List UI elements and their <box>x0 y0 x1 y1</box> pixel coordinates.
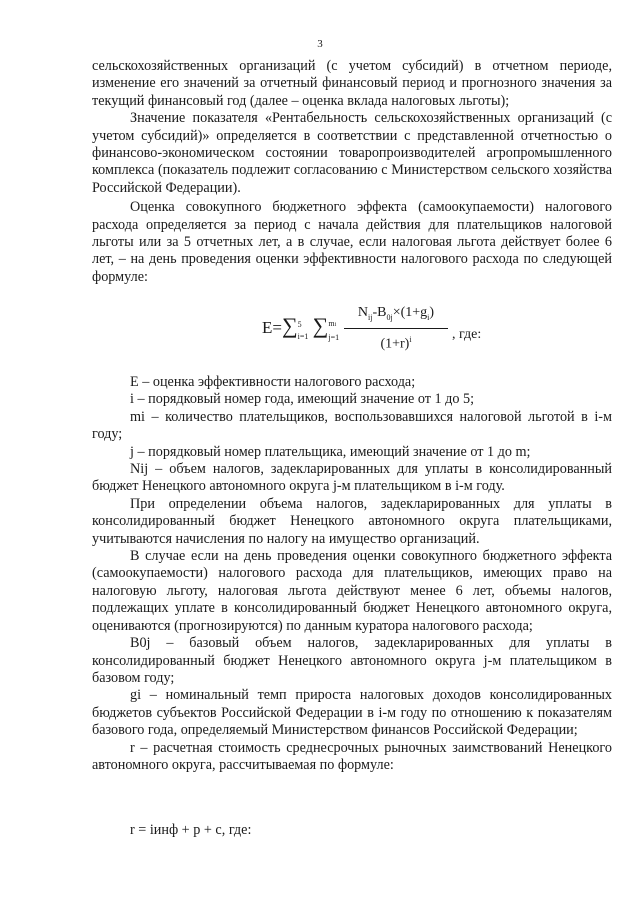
formula-r-text: r = iинф + p + c, где: <box>130 822 252 838</box>
formula-lhs: E=∑5 i=1 ∑mi j=1 <box>262 312 340 342</box>
efficiency-formula <box>0 304 640 350</box>
paragraph: r – расчетная стоимость среднесрочных рыночных заимствований Ненецкого автономного округа, рассчитываемая по формуле: <box>92 739 612 773</box>
paragraph: Оценка совокупного бюджетного эффекта (самоокупаемости) налогового расхода определяется за период с начала действия для плательщиков налоговой льготы или за 5 отчетных лет, а в случае, если налоговая льгота действует более 6 лет, – на день проведения оценки эффективности налогового расхода по следующей формуле: <box>92 199 612 285</box>
page-number: 3 <box>317 38 323 50</box>
formula-denominator: $(1+r)^i$ <box>380 335 412 352</box>
text-block-top <box>92 58 612 286</box>
sum-symbol: ∑ <box>281 312 298 338</box>
paragraph: mi – количество плательщиков, воспользовавшихся налоговой льготой в i-м году; <box>92 408 612 443</box>
text-block-bottom <box>92 374 612 774</box>
paragraph: gi – номинальный темп прироста налоговых доходов консолидированных бюджетов субъектов Российской Федерации в i-м году по отношению к показателям базового года, определяемый Министерством финансов Российской Федерации; <box>92 687 612 739</box>
paragraph: В случае если на день проведения оценки совокупного бюджетного эффекта (самоокупаемости) налогового расхода для плательщиков, имеющих право на налоговую льготу, налоговая льгота действуют менее 6 лет, объемы налогов, подлежащих уплате в консолидированный бюджет Ненецкого автономного округа, оцениваются (прогнозируются) по данным куратора налогового расхода; <box>92 548 612 634</box>
paragraph: i – порядковый номер года, имеющий значение от 1 до 5; <box>130 391 475 408</box>
formula-r <box>92 822 612 839</box>
paragraph: E – оценка эффективности налогового расхода; <box>130 374 416 390</box>
paragraph: Значение показателя «Рентабельность сельскохозяйственных организаций (с учетом субсидий)» определяется в соответствии с представленной отчетностью о финансово-экономическом состоянии товаропроизводителей агропромышленного комплекса (показатель подлежит согласованию с Министерством сельского хозяйства Российской Федерации). <box>92 110 612 196</box>
formula-numerator: $N_{ij}-B_{0j}\times(1+g_i)$ <box>344 304 448 329</box>
paragraph: При определении объема налогов, задекларированных для уплаты в консолидированный бюджет Ненецкого автономного округа плательщиками, учитываются начисления по налогу на имущество организаций. <box>92 495 612 547</box>
formula-tail: , где: <box>452 327 482 342</box>
formula-fraction <box>344 304 448 353</box>
paragraph: Nij – объем налогов, задекларированных для уплаты в консолидированный бюджет Ненецкого автономного округа j-м плательщиком в i-м году. <box>92 461 612 495</box>
paragraph: B0j – базовый объем налогов, задекларированных для уплаты в консолидированный бюджет Ненецкого автономного округа j-м плательщиком в базовом году; <box>92 635 612 686</box>
paragraph: j – порядковый номер плательщика, имеющий значение от 1 до m; <box>130 443 531 460</box>
sum-symbol: ∑ <box>312 312 329 338</box>
paragraph: сельскохозяйственных организаций (с учетом субсидий) в отчетном периоде, изменение его значений за отчетный финансовый период и прогнозного значения за текущий финансовый год (далее – оценка вклада налоговых льготы); <box>92 58 612 109</box>
